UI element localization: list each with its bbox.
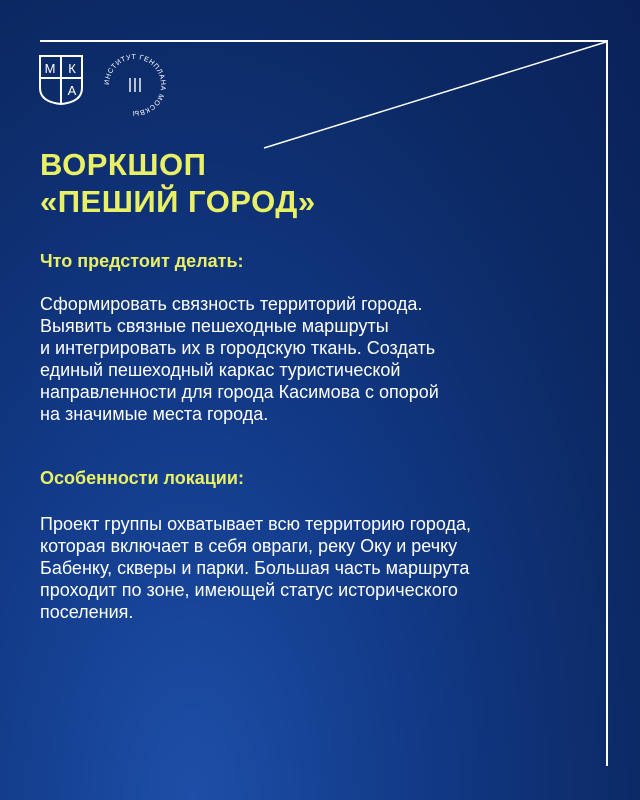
mka-letter-k: К: [68, 61, 76, 76]
text-line: Выявить связные пешеходные маршруты: [40, 316, 389, 336]
text-line: которая включает в себя овраги, реку Оку и речку: [40, 536, 458, 556]
text-line: единый пешеходный каркас туристической: [40, 360, 401, 380]
section-text-location: [40, 513, 596, 623]
mka-logo-icon: [38, 54, 84, 106]
mka-letter-m: М: [44, 61, 56, 76]
text-line: направленности для города Касимова с опорой: [40, 382, 439, 402]
section-text-tasks: [40, 293, 596, 425]
text-line: проходит по зоне, имеющей статус исторического: [40, 580, 458, 600]
section-heading-tasks: Что предстоит делать:: [40, 251, 244, 271]
title-line-2: «ПЕШИЙ ГОРОД»: [40, 184, 316, 219]
section-heading-location: Особенности локации:: [40, 468, 244, 488]
genplan-institute-seal-icon: [100, 50, 170, 120]
text-line: на значимые места города.: [40, 404, 269, 424]
mka-letter-a: А: [67, 83, 77, 98]
text-line: и интегрировать их в городскую ткань. Создать: [40, 338, 436, 358]
text-line: Бабенку, скверы и парки. Большая часть маршрута: [40, 558, 470, 578]
frame-top-line: [40, 40, 608, 42]
seal-ring-text: ИНСТИТУТ ГЕНПЛАНА МОСКВЫ: [103, 53, 167, 117]
text-line: поселения.: [40, 602, 134, 622]
page-title: [40, 146, 460, 220]
title-line-1: ВОРКШОП: [40, 147, 207, 182]
text-line: Проект группы охватывает всю территорию города,: [40, 514, 472, 534]
frame-right-line: [606, 40, 608, 766]
text-line: Сформировать связность территорий города.: [40, 294, 423, 314]
